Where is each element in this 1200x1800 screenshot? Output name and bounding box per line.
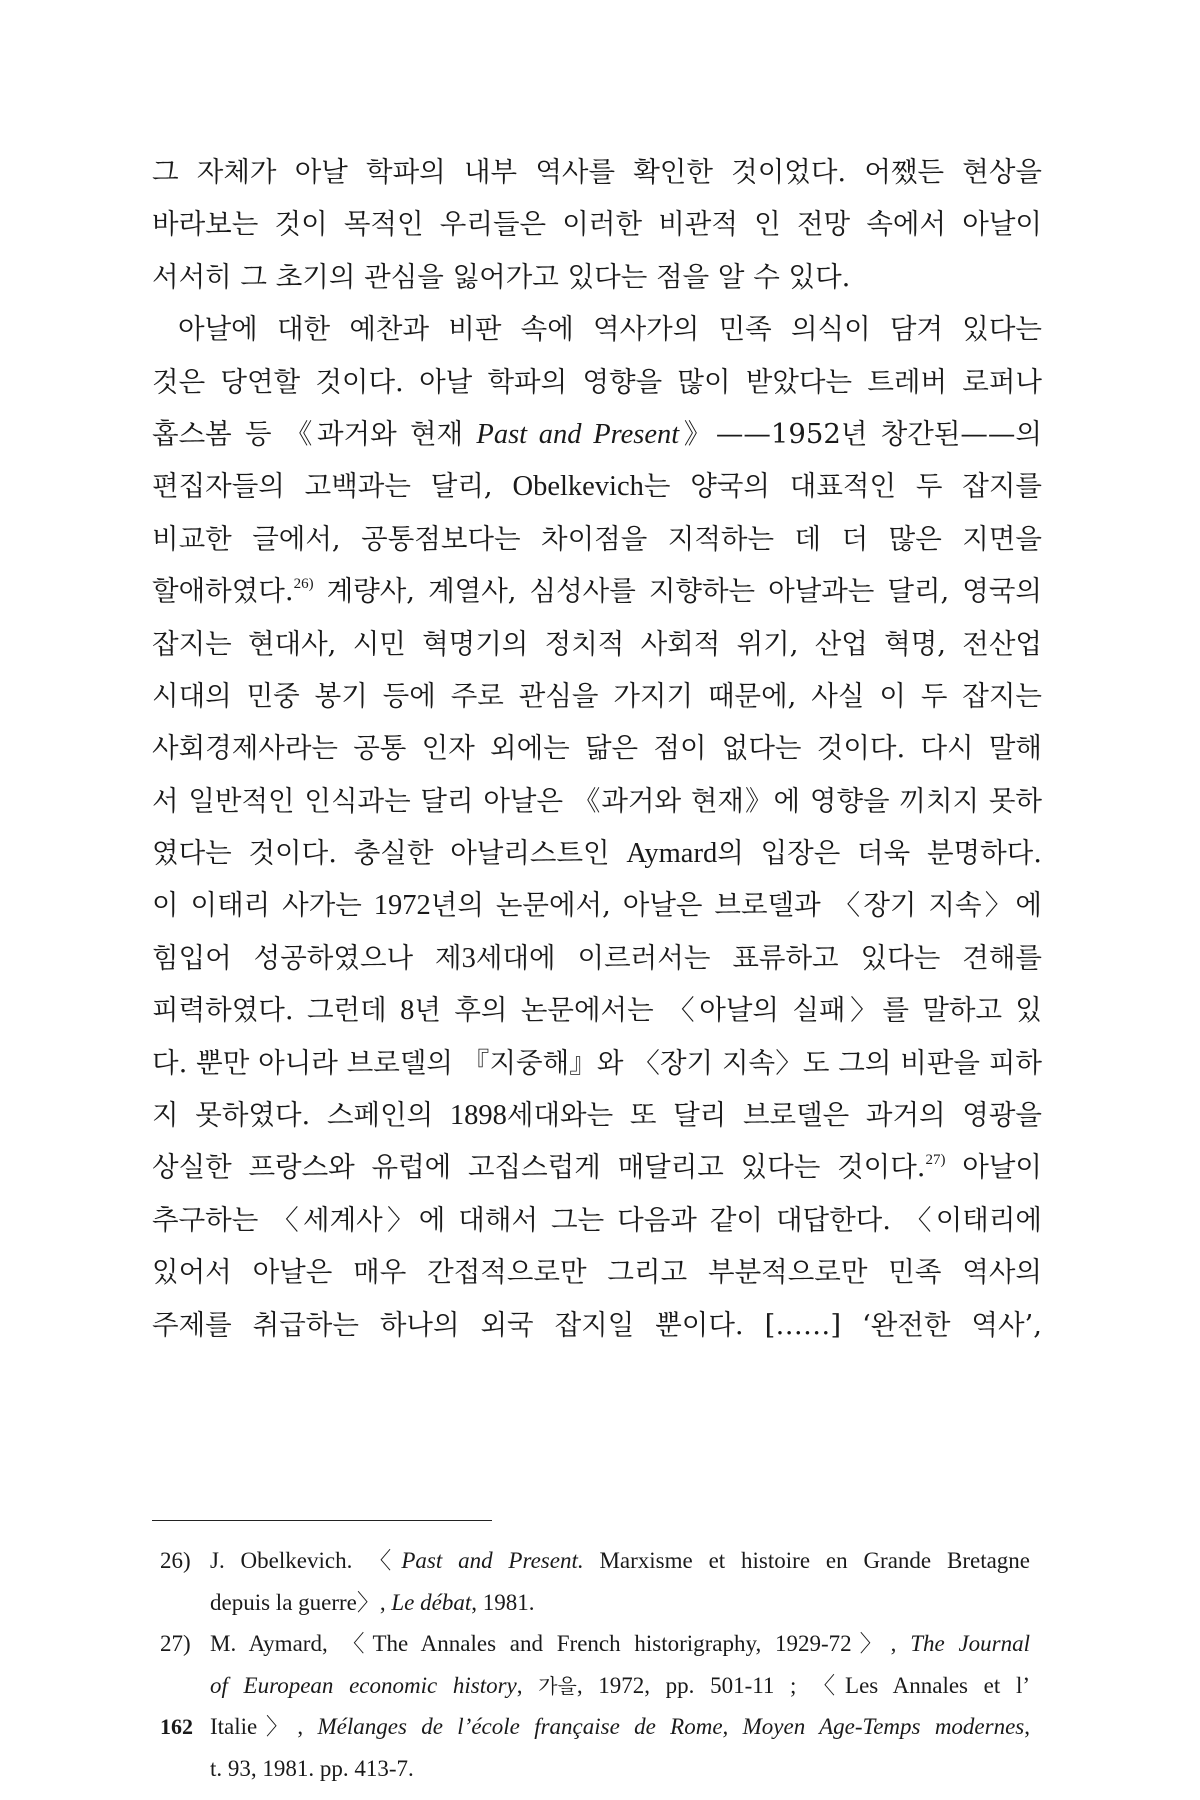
footnote-26 [160, 1540, 1030, 1623]
text-line: 아날에 대한 예찬과 비판 속에 역사가의 민족 의식이 담겨 있다는 [178, 313, 1042, 346]
footnote-reference: 27) [925, 1152, 946, 1169]
text-line: 피력하였다. 그런데 8년 후의 논문에서는 〈아날의 실패〉를 말하고 있 [152, 994, 1042, 1027]
text-line: 서서히 그 초기의 관심을 잃어가고 있다는 점을 알 수 있다. [152, 260, 851, 293]
text-line: 서 일반적인 인식과는 달리 아날은 《과거와 현재》에 영향을 끼치지 못하 [152, 784, 1042, 817]
text-line: 바라보는 것이 목적인 우리들은 이러한 비관적 인 전망 속에서 아날이 [152, 208, 1042, 241]
body-text [152, 146, 1042, 1351]
text-line: 힘입어 성공하였으나 제3세대에 이르러서는 표류하고 있다는 견해를 [152, 941, 1042, 974]
text-line: 추구하는 〈세계사〉에 대해서 그는 다음과 같이 대답한다. 〈이태리에 [152, 1203, 1042, 1236]
text-line: 상실한 프랑스와 유럽에 고집스럽게 매달리고 있다는 것이다.$^{27)}$ 아날이 [152, 1151, 1042, 1184]
page-number: 162 [160, 1714, 193, 1739]
text-line: 사회경제사라는 공통 인자 외에는 닮은 점이 없다는 것이다. 다시 말해 [152, 732, 1042, 765]
text-line: 였다는 것이다. 충실한 아날리스트인 Aymard의 입장은 더욱 분명하다. [152, 837, 1042, 870]
footnote-line: M. Aymard, 〈The Annales and French historigraphy, 1929-72〉, The Journal [210, 1631, 1030, 1656]
footnote-reference: 26) [293, 576, 314, 593]
journal-title-english: Past and Present [476, 418, 680, 450]
text-line: 할애하였다.$^{26)}$ 계량사, 계열사, 심성사를 지향하는 아날과는 달리, 영국의 [152, 575, 1042, 608]
footnote-line: Italie〉, Mélanges de l’école française de Rome, Moyen Age-Temps modernes, [210, 1714, 1030, 1739]
text-line: 있어서 아날은 매우 간접적으로만 그리고 부분적으로만 민족 역사의 [152, 1256, 1042, 1289]
text-line: 다. 뿐만 아니라 브로델의 『지중해』와 〈장기 지속〉도 그의 비판을 피하 [152, 1046, 1042, 1079]
footnote-line: J. Obelkevich. 〈Past and Present. Marxisme et histoire en Grande Bretagne [210, 1548, 1031, 1573]
text-line: 시대의 민중 봉기 등에 주로 관심을 가지기 때문에, 사실 이 두 잡지는 [152, 679, 1042, 712]
text-line: 홉스봄 등 《과거와 현재 Past and Present》——1952년 창간된——의 [152, 417, 1042, 450]
text-line: 것은 당연할 것이다. 아날 학파의 영향을 많이 받았다는 트레버 로퍼나 [152, 365, 1042, 398]
footnote-27 [160, 1623, 1030, 1789]
text-line: 잡지는 현대사, 시민 혁명기의 정치적 사회적 위기, 산업 혁명, 전산업 [152, 627, 1042, 660]
author-name: Obelkevich [512, 471, 644, 503]
author-name: Aymard [626, 838, 718, 870]
footnote-number: 27) [160, 1631, 191, 1656]
footnote-line: t. 93, 1981. pp. 413-7. [210, 1755, 414, 1781]
footnote-number: 26) [160, 1548, 191, 1573]
text-line: 지 못하였다. 스페인의 1898세대와는 또 달리 브로델은 과거의 영광을 [152, 1099, 1042, 1132]
footnote-separator [152, 1520, 492, 1521]
text-line: 그 자체가 아날 학파의 내부 역사를 확인한 것이었다. 어쨌든 현상을 [152, 156, 1042, 188]
text-line: 이 이태리 사가는 1972년의 논문에서, 아날은 브로델과 〈장기 지속〉에 [152, 889, 1042, 922]
text-line: 비교한 글에서, 공통점보다는 차이점을 지적하는 데 더 많은 지면을 [152, 522, 1042, 555]
footnote-line: of European economic history, 가을, 1972, pp. 501-11 ; 〈Les Annales et l’ [210, 1672, 1030, 1698]
text-line: 주제를 취급하는 하나의 외국 잡지일 뿐이다. [……] ‘완전한 역사’, [152, 1308, 1042, 1341]
text-line: 편집자들의 고백과는 달리, Obelkevich는 양국의 대표적인 두 잡지를 [152, 470, 1042, 503]
footnotes [160, 1540, 1030, 1789]
footnote-line: depuis la guerre〉, Le débat, 1981. [210, 1589, 535, 1615]
